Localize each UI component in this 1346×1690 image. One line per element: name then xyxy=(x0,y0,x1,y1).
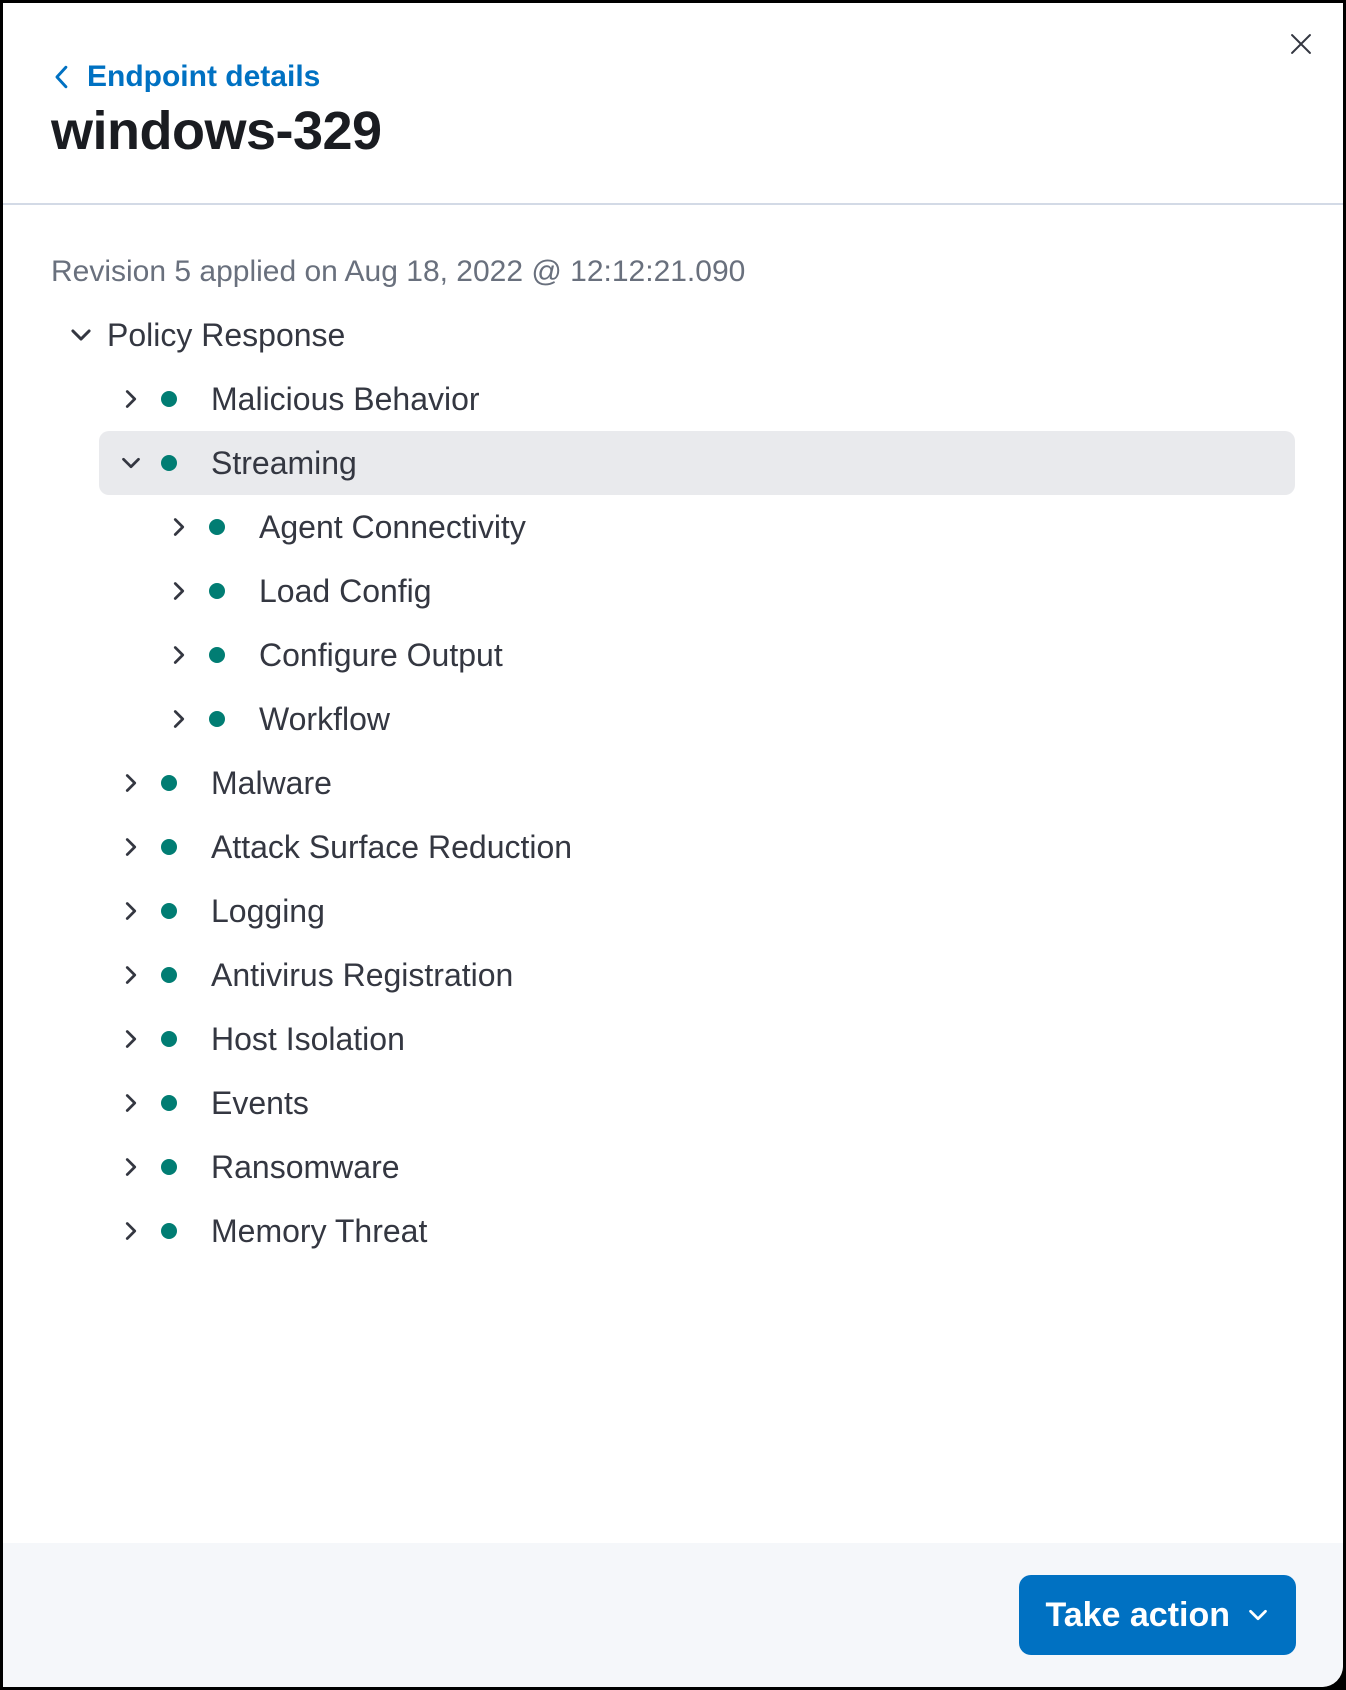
tree-item-label: Ransomware xyxy=(211,1148,400,1185)
chevron-right-icon[interactable] xyxy=(119,835,143,859)
status-dot xyxy=(161,1223,177,1239)
tree-item-policy-response[interactable] xyxy=(51,303,1295,367)
tree-item-label: Workflow xyxy=(259,700,390,737)
chevron-right-icon[interactable] xyxy=(167,707,191,731)
policy-response-tree xyxy=(51,303,1295,1263)
chevron-down-icon xyxy=(1246,1603,1270,1627)
chevron-right-icon[interactable] xyxy=(119,1155,143,1179)
status-dot xyxy=(161,1031,177,1047)
take-action-button[interactable] xyxy=(1019,1575,1296,1655)
page-title: windows-329 xyxy=(51,101,382,161)
tree-item-host-isolation[interactable] xyxy=(99,1007,1295,1071)
status-dot xyxy=(209,519,225,535)
revision-text: Revision 5 applied on Aug 18, 2022 @ 12:12:21.090 xyxy=(51,255,746,288)
chevron-right-icon[interactable] xyxy=(119,1027,143,1051)
tree-item-streaming[interactable] xyxy=(99,431,1295,495)
chevron-right-icon[interactable] xyxy=(119,387,143,411)
status-dot xyxy=(209,583,225,599)
tree-item-label: Antivirus Registration xyxy=(211,956,514,993)
back-link[interactable] xyxy=(51,59,320,95)
tree-item-label: Events xyxy=(211,1084,309,1121)
tree-item-label: Attack Surface Reduction xyxy=(211,828,573,865)
status-dot xyxy=(161,455,177,471)
status-dot xyxy=(161,1159,177,1175)
flyout-header xyxy=(3,3,1343,159)
status-dot xyxy=(161,839,177,855)
chevron-down-icon[interactable] xyxy=(119,451,143,475)
tree-item-logging[interactable] xyxy=(99,879,1295,943)
chevron-right-icon[interactable] xyxy=(167,643,191,667)
status-dot xyxy=(209,647,225,663)
close-button[interactable] xyxy=(1281,25,1321,65)
tree-item-ransomware[interactable] xyxy=(99,1135,1295,1199)
tree-items-container xyxy=(51,367,1295,1263)
chevron-right-icon[interactable] xyxy=(167,579,191,603)
status-dot xyxy=(161,967,177,983)
tree-item-configure-output[interactable] xyxy=(99,623,1295,687)
status-dot xyxy=(161,391,177,407)
tree-item-label: Memory Threat xyxy=(211,1212,428,1249)
chevron-right-icon[interactable] xyxy=(119,1219,143,1243)
tree-item-memory-threat[interactable] xyxy=(99,1199,1295,1263)
tree-item-label: Agent Connectivity xyxy=(259,508,526,545)
tree-item-label: Load Config xyxy=(259,572,432,609)
tree-item-label: Streaming xyxy=(211,444,357,481)
chevron-right-icon[interactable] xyxy=(119,963,143,987)
tree-item-label: Malicious Behavior xyxy=(211,380,480,417)
tree-item-label: Host Isolation xyxy=(211,1020,405,1057)
status-dot xyxy=(161,1095,177,1111)
chevron-left-icon xyxy=(51,64,71,90)
tree-item-malware[interactable] xyxy=(99,751,1295,815)
tree-item-antivirus-registration[interactable] xyxy=(99,943,1295,1007)
chevron-down-icon[interactable] xyxy=(68,322,94,348)
chevron-right-icon[interactable] xyxy=(119,899,143,923)
status-dot xyxy=(161,903,177,919)
flyout-footer xyxy=(3,1543,1343,1687)
status-dot xyxy=(209,711,225,727)
tree-item-label: Logging xyxy=(211,892,325,929)
back-link-label: Endpoint details xyxy=(87,60,321,93)
chevron-right-icon[interactable] xyxy=(119,1091,143,1115)
status-dot xyxy=(161,775,177,791)
tree-item-malicious-behavior[interactable] xyxy=(99,367,1295,431)
tree-item-workflow[interactable] xyxy=(99,687,1295,751)
close-icon xyxy=(1288,31,1314,60)
chevron-right-icon[interactable] xyxy=(119,771,143,795)
take-action-label: Take action xyxy=(1045,1595,1230,1634)
tree-root-label: Policy Response xyxy=(107,316,346,353)
tree-item-load-config[interactable] xyxy=(99,559,1295,623)
tree-item-attack-surface-reduction[interactable] xyxy=(99,815,1295,879)
header-divider xyxy=(3,203,1343,205)
tree-item-label: Malware xyxy=(211,764,332,801)
tree-item-agent-connectivity[interactable] xyxy=(99,495,1295,559)
tree-item-label: Configure Output xyxy=(259,636,503,673)
flyout-body xyxy=(3,253,1343,1263)
chevron-right-icon[interactable] xyxy=(167,515,191,539)
tree-item-events[interactable] xyxy=(99,1071,1295,1135)
